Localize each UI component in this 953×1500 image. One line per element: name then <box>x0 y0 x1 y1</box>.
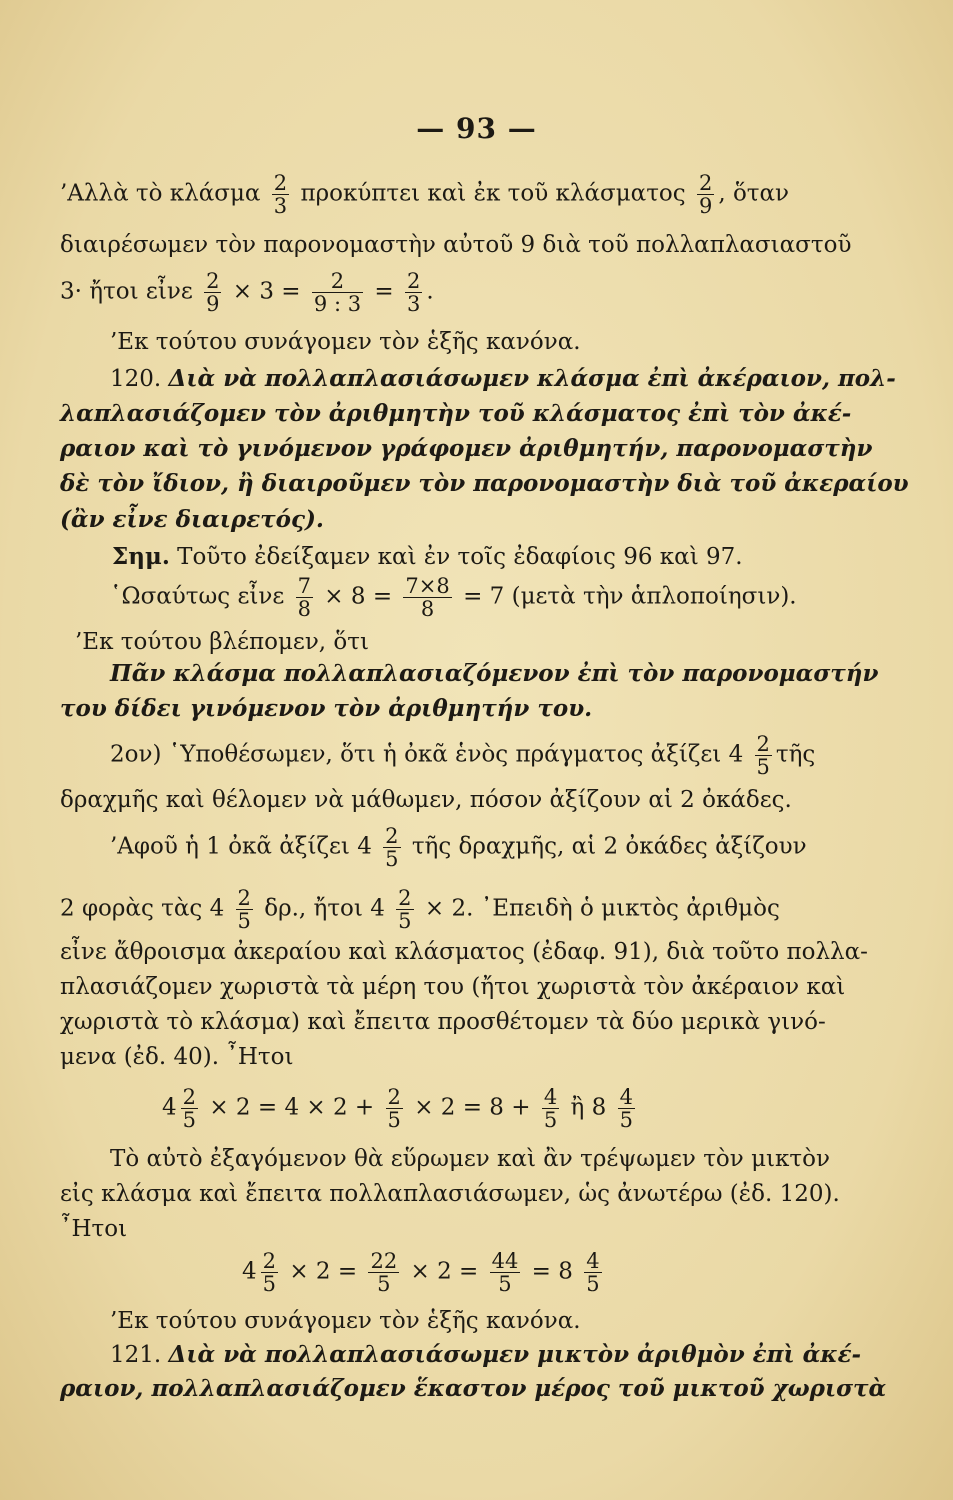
fraction: $\frac{2}{5}$ <box>262 1249 277 1296</box>
fraction: $\frac{4}{5}$ <box>619 1085 633 1132</box>
text-line: λαπλασιάζομεν τὸν ἀριθμητὴν τοῦ κλάσματος ἐπὶ τὸν ἀκέ- <box>60 400 852 427</box>
text-line: χωριστὰ τὸ κλάσμα) καὶ ἔπειτα προσθέτομεν τὰ δύο μερικὰ γινό- <box>60 1009 826 1035</box>
text-line: του δίδει γινόμενον τὸν ἀριθμητήν του. <box>60 695 593 722</box>
rule-120-line: 120. Διὰ νὰ πολλαπλασιάσωμεν κλάσμα ἐπὶ ἀκέραιον, πολ- <box>110 365 896 392</box>
text-line: ’Αλλὰ τὸ κλάσμα $\frac{2}{3}$ προκύπτει καὶ ἐκ τοῦ κλάσματος $\frac{2}{9}$ , ὅταν <box>60 171 790 218</box>
text-line: ’Εκ τούτου συνάγομεν τὸν ἑξῆς κανόνα. <box>110 329 581 355</box>
text-line: (ἂν εἶνε διαιρετός). <box>60 506 324 533</box>
text-line: εἶνε ἄθροισμα ἀκεραίου καὶ κλάσματος (ἐδαφ. 91), διὰ τοῦτο πολλα- <box>60 939 868 965</box>
fraction: $\frac{44}{5}$ <box>491 1249 519 1296</box>
text-line: ’Εκ τούτου βλέπομεν, ὅτι <box>75 629 370 655</box>
text-line: μενα (ἐδ. 40). ῏Ητοι <box>60 1044 294 1070</box>
fraction: $\frac{7}{8}$ <box>297 574 311 621</box>
note-line: Σημ. Τοῦτο ἐδείξαμεν καὶ ἐν τοῖς ἐδαφίοις 96 καὶ 97. <box>112 543 743 570</box>
text-line: Τὸ αὐτὸ ἐξαγόμενον θὰ εὕρωμεν καὶ ἂν τρέψωμεν τὸν μικτὸν <box>110 1146 830 1172</box>
fraction: $\frac{4}{5}$ <box>543 1085 558 1132</box>
text-line: 2 φορὰς τὰς 4 $\frac{2}{5}$ δρ., ἤτοι 4 $\frac{2}{5}$ × 2. ᾿Επειδὴ ὁ μικτὸς ἀριθμὸς <box>60 886 780 933</box>
text-line: δραχμῆς καὶ θέλομεν νὰ μάθωμεν, πόσον ἀξίζουν αἱ 2 ὀκάδες. <box>60 787 792 813</box>
text-line: ραιον, πολλαπλασιάζομεν ἕκαστον μέρος τοῦ μικτοῦ χωριστὰ <box>60 1375 887 1402</box>
text-line: ’Αφοῦ ἡ 1 ὀκᾶ ἀξίζει 4 $\frac{2}{5}$ τῆς δραχμῆς, αἱ 2 ὀκάδες ἀξίζουν <box>110 824 807 871</box>
text-line: 2ον) ῾Υποθέσωμεν, ὅτι ἡ ὀκᾶ ἑνὸς πράγματος ἀξίζει 4 $\frac{2}{5}$ τῆς <box>110 732 816 779</box>
rule-121-line: 121. Διὰ νὰ πολλαπλασιάσωμεν μικτὸν ἀριθμὸν ἐπὶ ἀκέ- <box>110 1341 862 1368</box>
equation-line: 4 $\frac{2}{5}$ × 2 = $\frac{22}{5}$ × 2 = $\frac{44}{5}$ = 8 $\frac{4}{5}$ <box>242 1249 600 1296</box>
page-number: — 93 — <box>416 112 537 145</box>
fraction: $\frac{2}{3}$ <box>406 269 421 316</box>
fraction: $\frac{22}{5}$ <box>370 1249 398 1296</box>
fraction: $\frac{2}{5}$ <box>387 1085 401 1132</box>
fraction: $\frac{2}{9}$ <box>206 269 220 316</box>
fraction: $\frac{2}{5}$ <box>182 1085 197 1132</box>
text-line: ραιον καὶ τὸ γινόμενον γράφομεν ἀριθμητήν, παρονομαστὴν <box>60 435 873 462</box>
fraction: $\frac{7\times 8}{8}$ <box>405 574 450 621</box>
text-line: Πᾶν κλάσμα πολλαπλασιαζόμενον ἐπὶ τὸν παρονομαστήν <box>110 660 879 687</box>
text-line: διαιρέσωμεν τὸν παρονομαστὴν αὐτοῦ 9 διὰ τοῦ πολλαπλασιαστοῦ <box>60 232 852 258</box>
text-line: εἰς κλάσμα καὶ ἔπειτα πολλαπλασιάσωμεν, ὡς ἀνωτέρω (ἐδ. 120). <box>60 1181 840 1207</box>
fraction: $\frac{2}{9 : 3}$ <box>313 269 362 316</box>
fraction: $\frac{4}{5}$ <box>586 1249 600 1296</box>
text-line: δὲ τὸν ἴδιον, ἢ διαιροῦμεν τὸν παρονομαστὴν διὰ τοῦ ἀκεραίου <box>60 470 909 497</box>
equation-line: 3· ἤτοι εἶνε $\frac{2}{9}$ × 3 = $\frac{2}{9 : 3}$ = $\frac{2}{3}$ . <box>60 269 434 316</box>
fraction: $\frac{2}{5}$ <box>237 886 251 933</box>
text-line: πλασιάζομεν χωριστὰ τὰ μέρη του (ἤτοι χωριστὰ τὸν ἀκέραιον καὶ <box>60 974 846 1000</box>
fraction: $\frac{2}{9}$ <box>698 171 713 218</box>
fraction: $\frac{2}{3}$ <box>273 171 288 218</box>
equation-line: ῾Ωσαύτως εἶνε $\frac{7}{8}$ × 8 = $\frac{7\times 8}{8}$ = 7 (μετὰ τὴν ἁπλοποίησιν). <box>110 574 797 621</box>
fraction: $\frac{2}{5}$ <box>385 824 399 871</box>
equation-line: 4 $\frac{2}{5}$ × 2 = 4 × 2 + $\frac{2}{5}$ × 2 = 8 + $\frac{4}{5}$ ἢ 8 $\frac{4}{5}$ <box>162 1085 633 1132</box>
text-line: ῏Ητοι <box>60 1216 128 1242</box>
fraction: $\frac{2}{5}$ <box>398 886 412 933</box>
text-line: ’Εκ τούτου συνάγομεν τὸν ἑξῆς κανόνα. <box>110 1308 581 1334</box>
fraction: $\frac{2}{5}$ <box>756 732 770 779</box>
